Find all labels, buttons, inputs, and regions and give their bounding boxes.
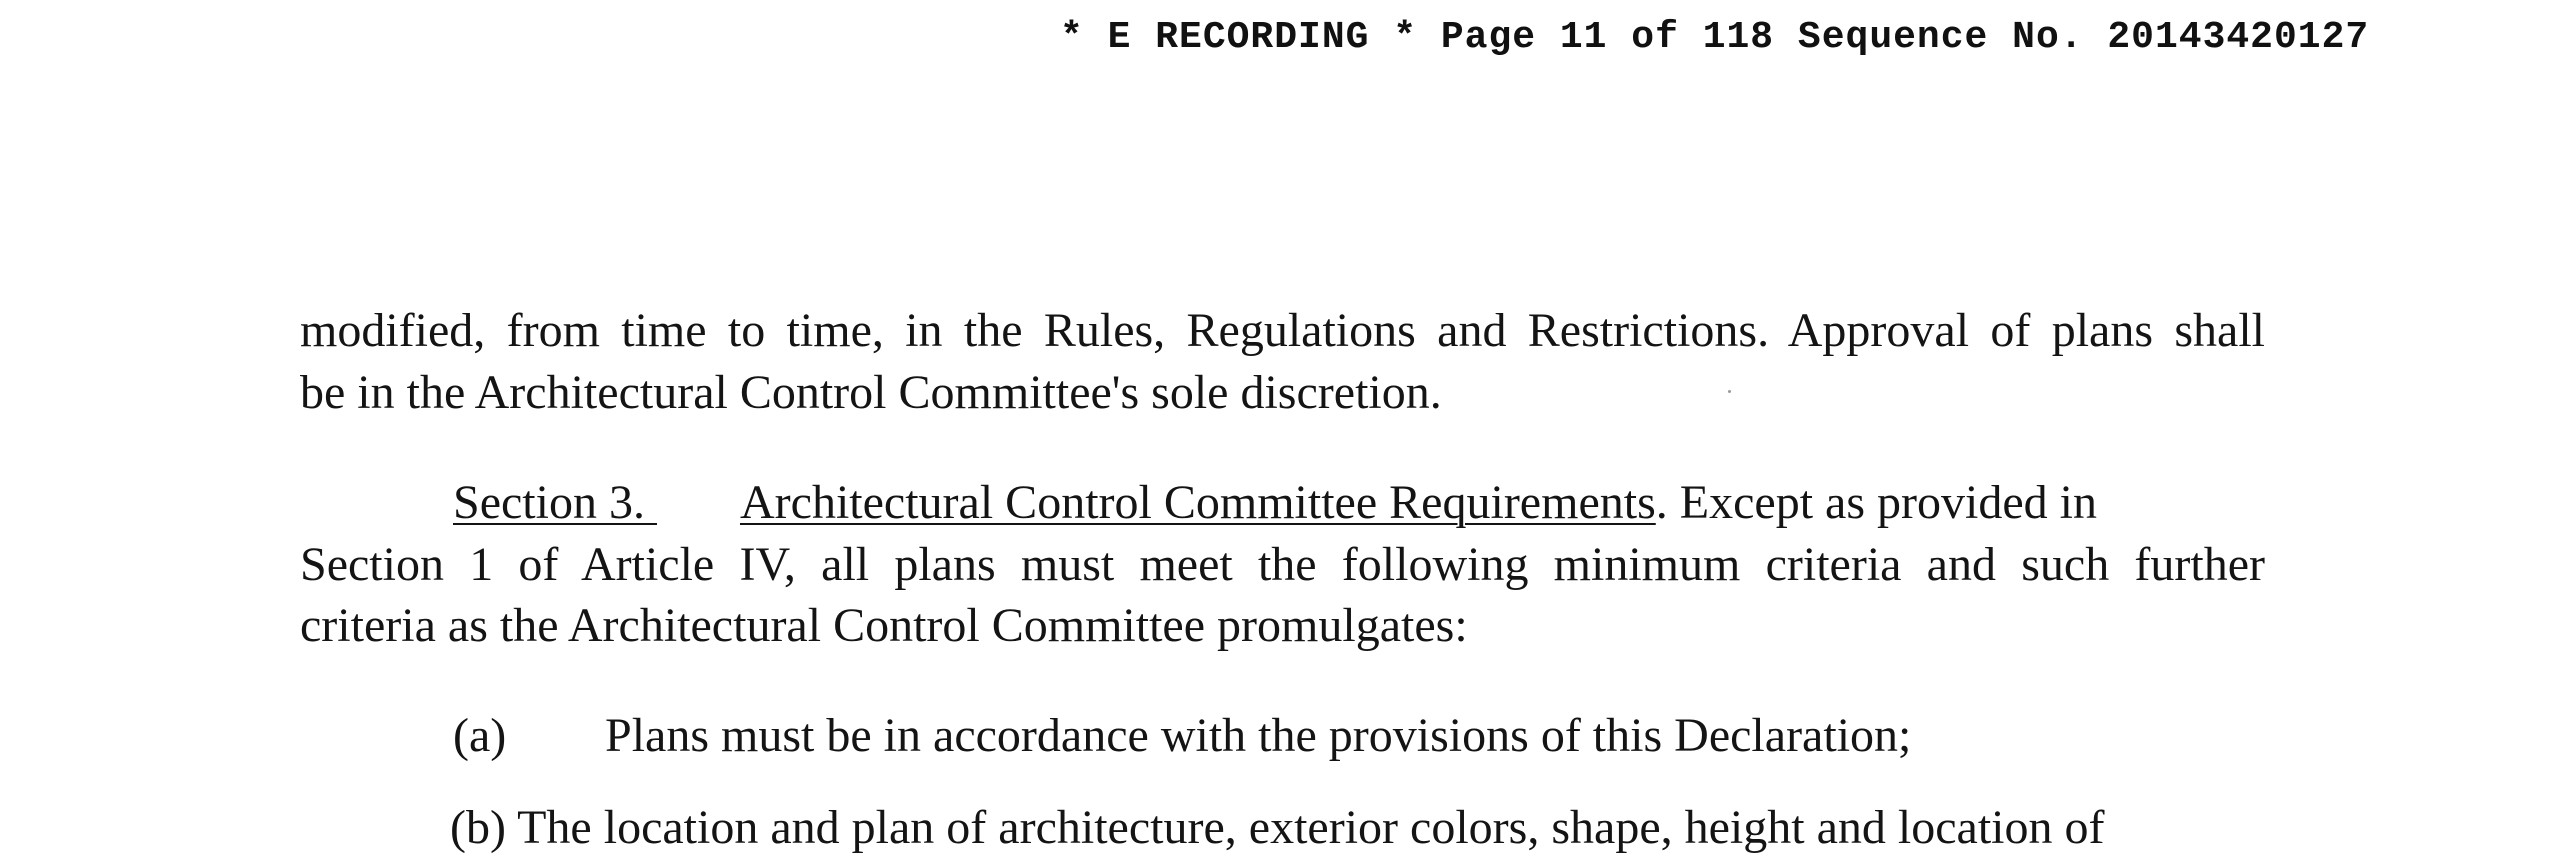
section-number: Section 3. (453, 476, 645, 529)
section-heading-gap (645, 475, 740, 530)
paragraph-line: modified, from time to time, in the Rules, Regulations and Restrictions. Approval of plans shall (300, 304, 2265, 357)
section-heading: Architectural Control Committee Requirements (739, 476, 1656, 529)
section-line: Section 1 of Article IV, all plans must meet the following minimum criteria and such further (300, 538, 2265, 591)
section-heading-continuation: . Except as provided in (1655, 476, 2097, 529)
section-heading-line (453, 475, 2097, 530)
scan-speck (1728, 390, 1731, 393)
list-item-text: Plans must be in accordance with the provisions of this Declaration; (605, 709, 1912, 762)
section-line: criteria as the Architectural Control Committee promulgates: (300, 599, 1468, 652)
partial-next-line: (b) The location and plan of architecture, exterior colors, shape, height and location of (450, 801, 2105, 854)
list-item-label: (a) (453, 709, 507, 762)
paragraph-line: be in the Architectural Control Committee's sole discretion. (300, 366, 1442, 419)
recording-header: * E RECORDING * Page 11 of 118 Sequence No. 20143420127 (1060, 16, 2370, 59)
